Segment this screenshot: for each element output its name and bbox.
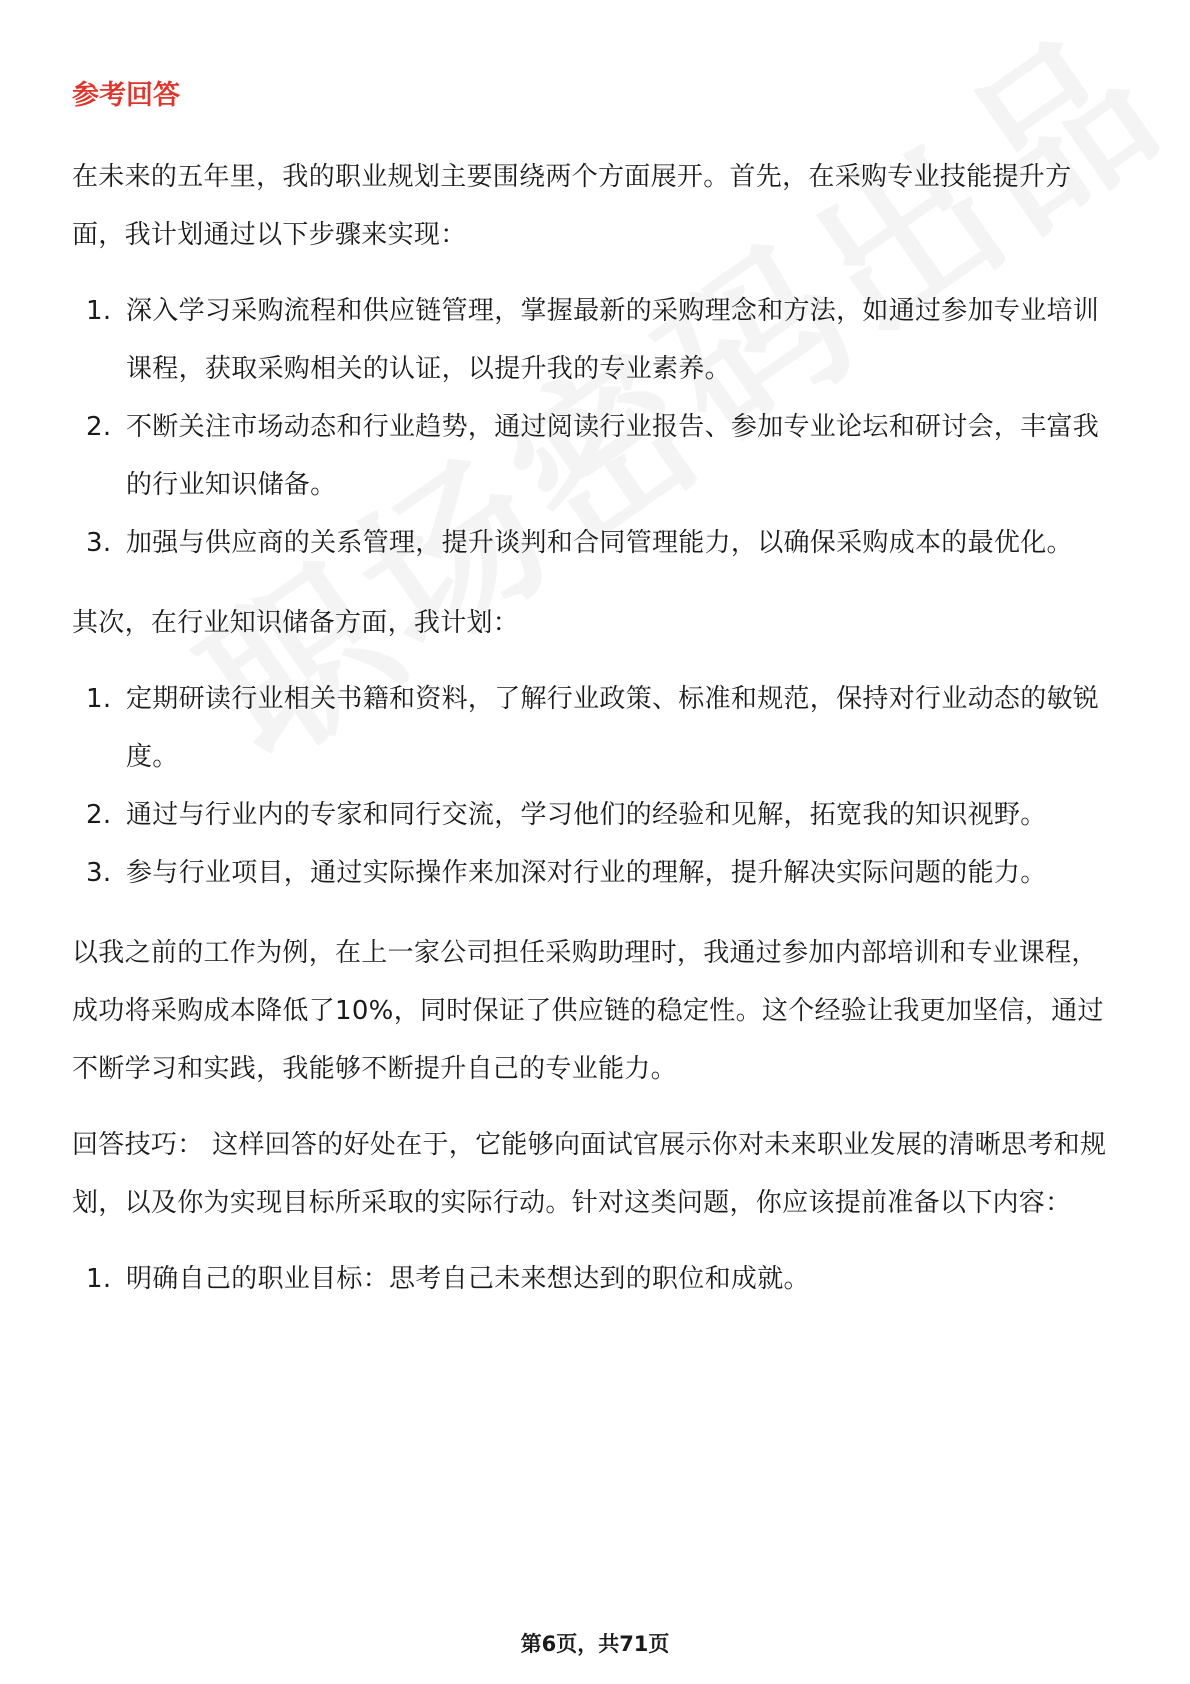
list-item-text: 不断关注市场动态和行业趋势，通过阅读行业报告、参加专业论坛和研讨会，丰富我的行业知识储备。 [126, 412, 1100, 500]
list-number: 3. [86, 858, 112, 888]
list-item [72, 844, 1122, 902]
intro-paragraph: 在未来的五年里，我的职业规划主要围绕两个方面展开。首先，在采购专业技能提升方面，我计划通过以下步骤来实现： [72, 162, 1072, 250]
list-item-text: 通过与行业内的专家和同行交流，学习他们的经验和见解，拓宽我的知识视野。 [126, 800, 1047, 830]
tips-list [72, 1250, 1122, 1308]
second-intro-paragraph: 其次，在行业知识储备方面，我计划： [72, 608, 520, 638]
list-number: 1. [86, 1264, 112, 1294]
list-item [72, 670, 1122, 786]
list-item-text: 加强与供应商的关系管理，提升谈判和合同管理能力，以确保采购成本的最优化。 [126, 528, 1073, 558]
list-item [72, 514, 1122, 572]
list-item [72, 398, 1122, 514]
skills-list [72, 282, 1122, 572]
list-number: 1. [86, 684, 112, 714]
list-item-text: 定期研读行业相关书籍和资料，了解行业政策、标准和规范，保持对行业动态的敏锐度。 [126, 684, 1100, 772]
list-item-text: 深入学习采购流程和供应链管理，掌握最新的采购理念和方法，如通过参加专业培训课程，获取采购相关的认证，以提升我的专业素养。 [126, 296, 1100, 384]
list-item [72, 786, 1122, 844]
document-content [72, 78, 1122, 1330]
page-number-footer: 第6页，共71页 [520, 1632, 670, 1656]
knowledge-list [72, 670, 1122, 902]
tips-paragraph: 回答技巧： 这样回答的好处在于，它能够向面试官展示你对未来职业发展的清晰思考和规划，以及你为实现目标所采取的实际行动。针对这类问题，你应该提前准备以下内容： [72, 1130, 1107, 1218]
list-number: 3. [86, 528, 112, 558]
list-item [72, 282, 1122, 398]
list-item-text: 明确自己的职业目标：思考自己未来想达到的职位和成就。 [126, 1264, 810, 1294]
section-heading: 参考回答 [72, 80, 180, 111]
example-paragraph: 以我之前的工作为例，在上一家公司担任采购助理时，我通过参加内部培训和专业课程，成功将采购成本降低了10%，同时保证了供应链的稳定性。这个经验让我更加坚信，通过不断学习和实践，我能够不断提升自己的专业能力。 [72, 938, 1104, 1084]
list-item [72, 1250, 1122, 1308]
list-number: 2. [86, 800, 112, 830]
list-item-text: 参与行业项目，通过实际操作来加深对行业的理解，提升解决实际问题的能力。 [126, 858, 1047, 888]
list-number: 1. [86, 296, 112, 326]
list-number: 2. [86, 412, 112, 442]
